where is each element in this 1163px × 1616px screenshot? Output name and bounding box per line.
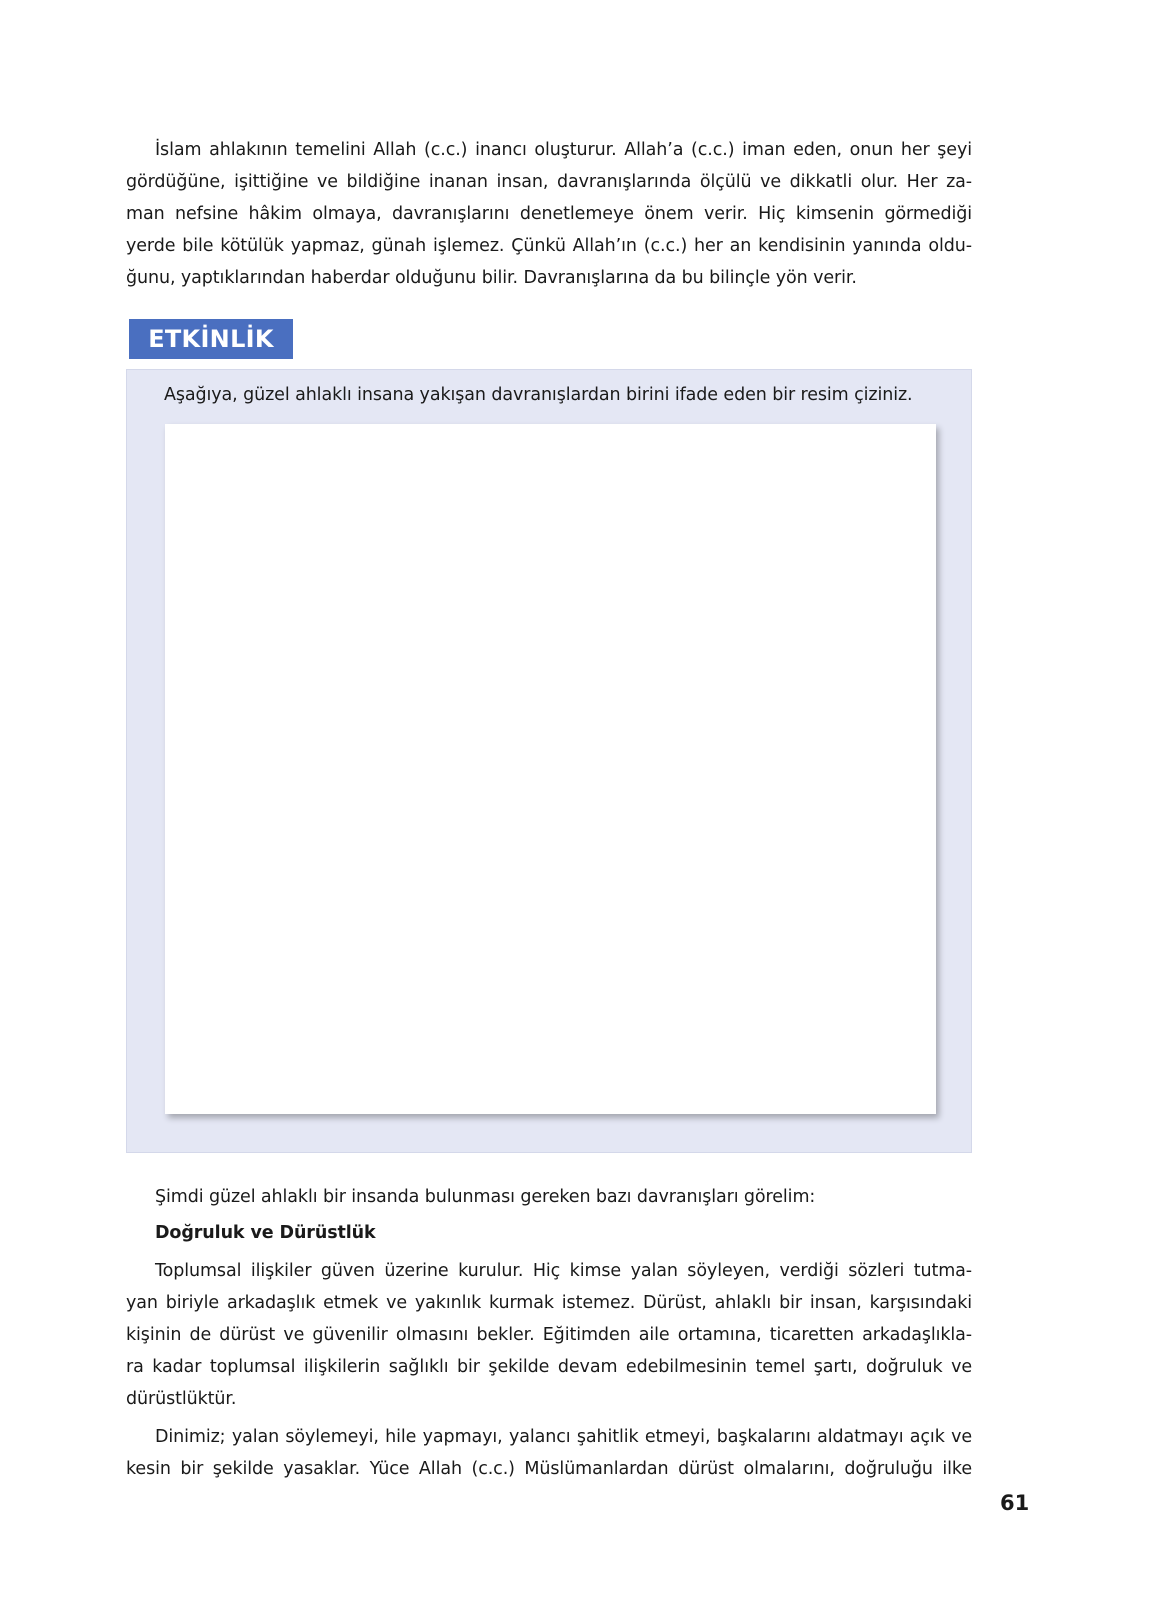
activity-header: ETKİNLİK: [129, 319, 293, 359]
text-line: yan biriyle arkadaşlık etmek ve yakınlık kurmak istemez. Dürüst, ahlaklı bir insan, karşısındaki: [126, 1293, 972, 1313]
text-line: ra kadar toplumsal ilişkilerin sağlıklı bir şekilde devam edebilmesinin temel şartı, doğruluk ve: [126, 1357, 972, 1377]
honesty-paragraph-2: [126, 1421, 972, 1485]
intro-paragraph: [126, 134, 972, 294]
text-line: Toplumsal ilişkiler güven üzerine kurulur. Hiç kimse yalan söyleyen, verdiği sözleri tutma-: [155, 1261, 972, 1281]
text-line: ğunu, yaptıklarından haberdar olduğunu bilir. Davranışlarına da bu bilinçle yön verir.: [126, 268, 857, 288]
text-line: dürüstlüktür.: [126, 1389, 237, 1409]
section-subheading: Doğruluk ve Dürüstlük: [155, 1223, 376, 1243]
text-line: İslam ahlakının temelini Allah (c.c.) inancı oluşturur. Allah’a (c.c.) iman eden, onun her şeyi: [155, 140, 972, 160]
text-line: yerde bile kötülük yapmaz, günah işlemez. Çünkü Allah’ın (c.c.) her an kendisinin yanında oldu-: [126, 236, 972, 256]
page-number: 61: [1000, 1491, 1030, 1515]
activity-instruction: Aşağıya, güzel ahlaklı insana yakışan davranışlardan birini ifade eden bir resim çiziniz.: [164, 385, 913, 405]
honesty-paragraph-1: [126, 1255, 972, 1415]
text-line: gördüğüne, işittiğine ve bildiğine inanan insan, davranışlarında ölçülü ve dikkatli olur. Her za-: [126, 172, 972, 192]
text-line: man nefsine hâkim olmaya, davranışlarını denetlemeye önem verir. Hiç kimsenin görmediği: [126, 204, 972, 224]
drawing-area[interactable]: [165, 424, 936, 1114]
text-line: kişinin de dürüst ve güvenilir olmasını bekler. Eğitimden aile ortamına, ticaretten arkadaşlıkla-: [126, 1325, 972, 1345]
section-intro: Şimdi güzel ahlaklı bir insanda bulunması gereken bazı davranışları görelim:: [155, 1187, 816, 1207]
text-line: Dinimiz; yalan söylemeyi, hile yapmayı, yalancı şahitlik etmeyi, başkalarını aldatmayı açık ve: [155, 1427, 972, 1447]
text-line: kesin bir şekilde yasaklar. Yüce Allah (c.c.) Müslümanlardan dürüst olmalarını, doğruluğu ilke: [126, 1459, 972, 1479]
